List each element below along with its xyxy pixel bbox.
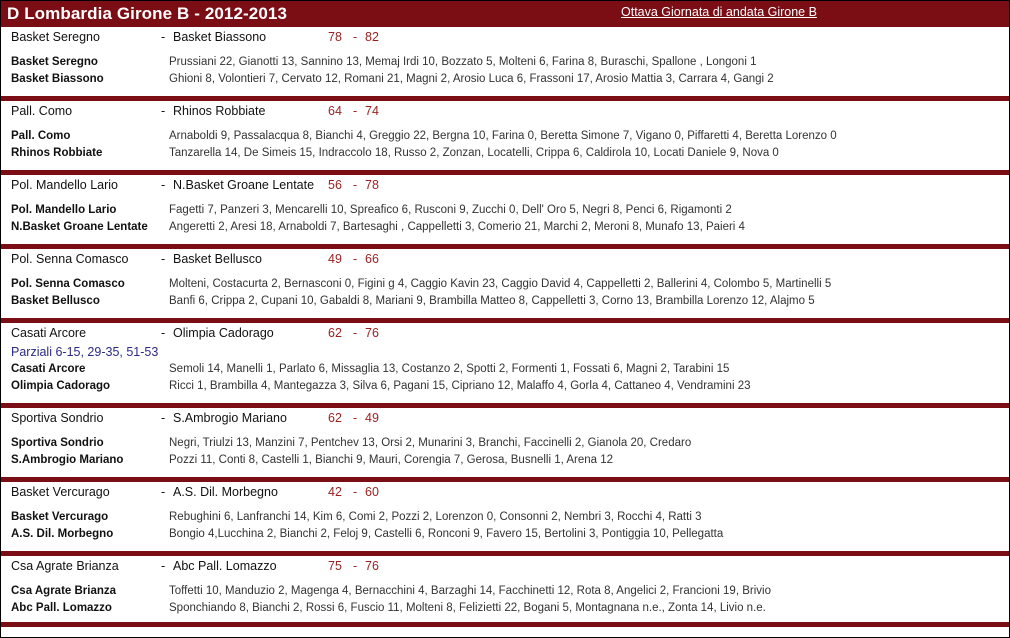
roster-line: [1, 277, 1009, 294]
team-separator: -: [161, 252, 166, 266]
spacer: [1, 122, 1009, 129]
roster-line: [1, 220, 1009, 237]
away-score: 60: [365, 485, 379, 499]
away-score: 66: [365, 252, 379, 266]
match-row: [1, 101, 1009, 175]
matches-list: [1, 27, 1009, 627]
roster-team-name: S.Ambrogio Mariano: [11, 454, 124, 466]
roster-team-name: Pol. Mandello Lario: [11, 204, 117, 216]
score-separator: -: [353, 30, 358, 44]
roster-team-name: Basket Vercurago: [11, 511, 109, 523]
roster-team-name: Csa Agrate Brianza: [11, 585, 117, 597]
home-team-name: Csa Agrate Brianza: [11, 559, 119, 573]
roster-players: Arnaboldi 9, Passalacqua 8, Bianchi 4, Greggio 22, Bergna 10, Farina 0, Beretta Simone 7, Vigano 0, Piffaretti 4, Beretta Lorenzo 0: [169, 130, 837, 142]
home-score: 56: [328, 178, 342, 192]
roster-team-name: Sportiva Sondrio: [11, 437, 104, 449]
score-separator: -: [353, 326, 358, 340]
roster-players: Angeretti 2, Aresi 18, Arnaboldi 7, Bartesaghi , Cappelletti 3, Comerio 21, Marchi 2, Meroni 8, Munafo 13, Paieri 4: [169, 221, 745, 233]
team-separator: -: [161, 30, 166, 44]
match-row: [1, 408, 1009, 482]
match-header: [1, 101, 1009, 122]
score-separator: -: [353, 178, 358, 192]
roster-players: Banfi 6, Crippa 2, Cupani 10, Gabaldi 8, Mariani 9, Brambilla Matteo 8, Cappelletti 3, Corno 13, Brambilla Lorenzo 12, Alajmo 5: [169, 295, 815, 307]
roster-line: [1, 436, 1009, 453]
match-row: [1, 556, 1009, 627]
roster-team-name: N.Basket Groane Lentate: [11, 221, 148, 233]
roster-line: [1, 146, 1009, 163]
spacer: [1, 89, 1009, 96]
away-score: 82: [365, 30, 379, 44]
page-header: [1, 1, 1009, 27]
roster-line: [1, 584, 1009, 601]
roster-team-name: Basket Biassono: [11, 73, 104, 85]
home-score: 42: [328, 485, 342, 499]
roster-team-name: Olimpia Cadorago: [11, 380, 111, 392]
spacer: [1, 311, 1009, 318]
team-separator: -: [161, 559, 166, 573]
score-separator: -: [353, 559, 358, 573]
roster-line: [1, 510, 1009, 527]
roster-players: Molteni, Costacurta 2, Bernasconi 0, Figini g 4, Caggio Kavin 23, Caggio David 4, Cappelletti 2, Ballerini 4, Colombo 5, Martinelli 5: [169, 278, 832, 290]
spacer: [1, 577, 1009, 584]
roster-players: Ricci 1, Brambilla 4, Mantegazza 3, Silva 6, Pagani 15, Cipriano 12, Malaffo 4, Gorla 4, Cattaneo 4, Vendramini 23: [169, 380, 751, 392]
roster-team-name: Pall. Como: [11, 130, 71, 142]
roster-players: Pozzi 11, Conti 8, Castelli 1, Bianchi 9, Mauri, Corengia 7, Gerosa, Busnelli 1, Arena 12: [169, 454, 614, 466]
home-team-name: Pall. Como: [11, 104, 73, 118]
team-separator: -: [161, 326, 166, 340]
match-header: [1, 323, 1009, 344]
roster-players: Toffetti 10, Manduzio 2, Magenga 4, Bernacchini 4, Barzaghi 14, Facchinetti 12, Rota 8, Angelici 2, Francioni 19, Brivio: [169, 585, 771, 597]
roster-line: [1, 453, 1009, 470]
match-header: [1, 556, 1009, 577]
roster-players: Rebughini 6, Lanfranchi 14, Kim 6, Comi 2, Pozzi 2, Lorenzon 0, Consonni 2, Nembri 3, Rocchi 4, Ratti 3: [169, 511, 702, 523]
away-score: 76: [365, 559, 379, 573]
score-separator: -: [353, 485, 358, 499]
match-divider: [1, 622, 1009, 627]
roster-team-name: Basket Seregno: [11, 56, 98, 68]
match-header: [1, 249, 1009, 270]
match-row: [1, 482, 1009, 556]
away-team-name: Abc Pall. Lomazzo: [173, 559, 277, 573]
roster-players: Bongio 4,Lucchina 2, Bianchi 2, Feloj 9, Castelli 6, Ronconi 9, Favero 15, Bertolini 3, Pontiggia 10, Pellegatta: [169, 528, 724, 540]
roster-players: Negri, Triulzi 13, Manzini 7, Pentchev 13, Orsi 2, Munarini 3, Branchi, Faccinelli 2, Gianola 20, Credaro: [169, 437, 692, 449]
roster-line: [1, 203, 1009, 220]
away-team-name: S.Ambrogio Mariano: [173, 411, 287, 425]
spacer: [1, 429, 1009, 436]
away-team-name: Basket Biassono: [173, 30, 267, 44]
match-header: [1, 482, 1009, 503]
team-separator: -: [161, 178, 166, 192]
away-score: 78: [365, 178, 379, 192]
roster-line: [1, 601, 1009, 618]
match-row: [1, 323, 1009, 408]
team-separator: -: [161, 485, 166, 499]
score-separator: -: [353, 411, 358, 425]
roster-line: [1, 129, 1009, 146]
roster-team-name: Rhinos Robbiate: [11, 147, 103, 159]
roster-players: Ghioni 8, Volontieri 7, Cervato 12, Romani 21, Magni 2, Arosio Luca 6, Frassoni 17, Arosio Mattia 3, Carrara 4, Gangi 2: [169, 73, 774, 85]
home-score: 62: [328, 411, 342, 425]
roster-players: Semoli 14, Manelli 1, Parlato 6, Missaglia 13, Costanzo 2, Spotti 2, Formenti 1, Fossati 6, Magni 2, Tarabini 15: [169, 363, 730, 375]
home-team-name: Pol. Senna Comasco: [11, 252, 129, 266]
team-separator: -: [161, 104, 166, 118]
round-link[interactable]: Ottava Giornata di andata Girone B: [621, 5, 817, 19]
roster-line: [1, 294, 1009, 311]
match-header: [1, 27, 1009, 48]
home-score: 62: [328, 326, 342, 340]
match-row: [1, 175, 1009, 249]
spacer: [1, 503, 1009, 510]
match-header: [1, 175, 1009, 196]
roster-team-name: Casati Arcore: [11, 363, 86, 375]
spacer: [1, 196, 1009, 203]
roster-players: Tanzarella 14, De Simeis 15, Indraccolo 18, Russo 2, Zonzan, Locatelli, Crippa 6, Caldirola 10, Locati Daniele 9, Nova 0: [169, 147, 779, 159]
home-score: 75: [328, 559, 342, 573]
home-team-name: Pol. Mandello Lario: [11, 178, 119, 192]
away-team-name: Basket Bellusco: [173, 252, 262, 266]
spacer: [1, 396, 1009, 403]
away-team-name: A.S. Dil. Morbegno: [173, 485, 278, 499]
spacer: [1, 544, 1009, 551]
home-team-name: Sportiva Sondrio: [11, 411, 104, 425]
away-score: 49: [365, 411, 379, 425]
match-header: [1, 408, 1009, 429]
roster-players: Prussiani 22, Gianotti 13, Sannino 13, Memaj Irdi 10, Bozzato 5, Molteni 6, Farina 8, Buraschi, Spallone , Longoni 1: [169, 56, 757, 68]
home-score: 49: [328, 252, 342, 266]
partial-scores: Parziali 6-15, 29-35, 51-53: [11, 345, 159, 359]
roster-line: [1, 72, 1009, 89]
away-team-name: Olimpia Cadorago: [173, 326, 274, 340]
roster-line: [1, 527, 1009, 544]
score-separator: -: [353, 104, 358, 118]
roster-team-name: Pol. Senna Comasco: [11, 278, 125, 290]
away-team-name: N.Basket Groane Lentate: [173, 178, 315, 192]
roster-line: [1, 362, 1009, 379]
match-row: [1, 27, 1009, 101]
spacer: [1, 470, 1009, 477]
roster-line: [1, 55, 1009, 72]
score-separator: -: [353, 252, 358, 266]
spacer: [1, 270, 1009, 277]
away-score: 74: [365, 104, 379, 118]
match-row: [1, 249, 1009, 323]
spacer: [1, 163, 1009, 170]
roster-team-name: Basket Bellusco: [11, 295, 100, 307]
roster-line: [1, 379, 1009, 396]
away-score: 76: [365, 326, 379, 340]
home-score: 78: [328, 30, 342, 44]
spacer: [1, 237, 1009, 244]
team-separator: -: [161, 411, 166, 425]
page-title: D Lombardia Girone B - 2012-2013: [7, 4, 288, 23]
home-team-name: Casati Arcore: [11, 326, 87, 340]
spacer: [1, 48, 1009, 55]
away-team-name: Rhinos Robbiate: [173, 104, 266, 118]
home-team-name: Basket Vercurago: [11, 485, 110, 499]
roster-players: Sponchiando 8, Bianchi 2, Rossi 6, Fuscio 11, Molteni 8, Felizietti 22, Bogani 5, Montagnana n.e., Zonta 14, Livio n.e.: [169, 602, 766, 614]
home-score: 64: [328, 104, 342, 118]
roster-team-name: A.S. Dil. Morbegno: [11, 528, 114, 540]
home-team-name: Basket Seregno: [11, 30, 100, 44]
roster-team-name: Abc Pall. Lomazzo: [11, 602, 112, 614]
roster-players: Fagetti 7, Panzeri 3, Mencarelli 10, Spreafico 6, Rusconi 9, Zucchi 0, Dell' Oro 5, Negri 8, Penci 6, Rigamonti 2: [169, 204, 732, 216]
